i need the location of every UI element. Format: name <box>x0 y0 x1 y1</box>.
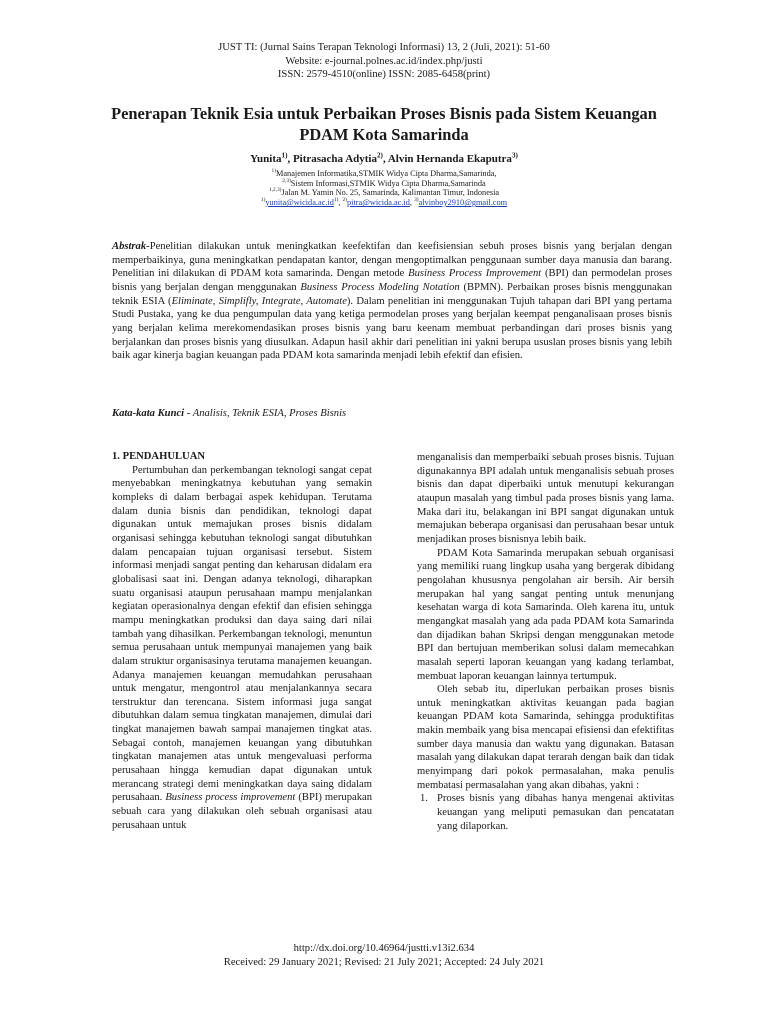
body-column-left <box>112 450 372 832</box>
author-list: Yunita$^{1)}$, Pitrasacha Adytia$^{2)}$, Alvin Hernanda Ekaputra$^{3)}$ <box>250 151 518 165</box>
author-name: Pitrasacha Adytia <box>292 153 377 165</box>
email-link[interactable]: alvinboy2910@gmail.com <box>418 198 508 208</box>
paper-title: Penerapan Teknik Esia untuk Perbaikan Proses Bisnis pada Sistem Keuangan PDAM Kota Samarinda <box>111 104 657 144</box>
scope-list <box>417 792 674 833</box>
abstract: Abstrak-Penelitian dilakukan untuk meningkatkan keefektifan dan keefisiensian sebuh proses bisnis yang berjalan dengan memperbaikinya, guna meningkatkan pendapatan kantor, dengan mengoptimalkan penggunaan sumber daya manusia dan barang. Penelitian ini dilakukan di PDAM kota samarinda. Dengan metode Business Process Improvement (BPI) dan permodelan proses bisnis yang berjalan dengan menggunakan Business Process Modeling Notation (BPMN). Perbaikan proses bisnis menggunakan teknik ESIA (Eliminate, Simplifly, Integrate, Automate). Dalam penelitian ini menggunakan Tujuh tahapan dari BPI yang pertama Studi Pustaka, yang ke dua pengumpulan data yang ketiga permodelan proses yang berjalan keempat penganalisaan proses bisnis yang berjalan kelima merekomendasikan proses bisnis yang baru keenam membuat perbandingan dari proses bisnis yang berjalankan dan proses bisnis yang diusulkan. Adapun hasil akhir dari penelitian ini yakni berupa ususlan proses bisnis yang lebih baik agar kinerja bagian keuangan pada PDAM kota samarinda menjadi lebih efektif dan efisien. <box>112 241 672 362</box>
journal-website: Website: e-journal.polnes.ac.id/index.php/justi <box>285 55 483 67</box>
doi-link[interactable]: http://dx.doi.org/10.46964/justti.v13i2.634 <box>293 943 475 954</box>
author-sup: 1) <box>281 151 288 160</box>
email-line: $^{1)}yunita@wicida.ac.id^{1)}$, $^{2)}$pitra@wicida.ac.id, $^{3)}$alvinboy2910@gmail.com <box>260 197 508 208</box>
keywords-label: Kata-kata Kunci <box>112 408 185 419</box>
affiliation-line: $^{1,2,3)}$Jalan M. Yamin No. 25, Samarinda, Kalimantan Timur, Indonesia <box>268 187 500 198</box>
affiliation-line: $^{2,3)}$Sistem Informasi,STMIK Widya Cipta Dharma,Samarinda <box>282 177 486 188</box>
body-paragraph: Oleh sebab itu, diperlukan perbaikan proses bisnis untuk meningkatkan aktivitas keuangan pada bagian keuangan PDAM kota Samarinda, sehingga produktifitas makin membaik yang bisa mencapai efisiensi dan efektifitas sumber daya manusia dan waktu yang digunakan. Batasan masalah yang dilakukan dapat terarah dengan baik dan tidak menyimpang dari pokok permasalahan, maka penulis membatasi permasalahan yang akan dibahas, yakni : <box>417 684 674 791</box>
page-footer <box>0 942 768 969</box>
affiliation-line: $^{1)}$Manajemen Informatika,STMIK Widya Cipta Dharma,Samarinda, <box>271 168 497 178</box>
author-name: Alvin Hernanda Ekaputra <box>387 153 512 165</box>
received-dates: Received: 29 January 2021; Revised: 21 July 2021; Accepted: 24 July 2021 <box>223 956 545 968</box>
journal-citation: JUST TI: (Jurnal Sains Terapan Teknologi Informasi) 13, 2 (Juli, 2021): 51-60 <box>218 42 550 53</box>
abstract-label: Abstrak- <box>112 241 150 252</box>
author-sup: 3) <box>511 151 518 160</box>
list-item: 1. Proses bisnis yang dibahas hanya mengenai aktivitas keuangan yang meliputi pemasukan dan pencatatan yang dilaporkan. <box>420 793 674 832</box>
affiliations <box>0 169 768 208</box>
body-column-right <box>417 451 674 833</box>
body-paragraph: PDAM Kota Samarinda merupakan sebuah organisasi yang memiliki ruang lingkup usaha yang bergerak dibidang pengolahan khususnya pengolahan air bersih. Air bersih merupakan hal yang sangat penting untuk menunjang kesehatan warga di kota Samarinda. Oleh karena itu, untuk mengangkat masalah yang ada pada PDAM kota Samarinda dan dijadikan bahan Skripsi dengan menggunakan metode BPI dan bertujuan memberikan solusi dalam memecahkan masalah seperti laporan keuangan yang kadang terlambat, membuat laporan keuangan lainnya tertumpuk. <box>417 547 674 682</box>
author-sup: 2) <box>376 151 383 160</box>
journal-header <box>0 41 768 82</box>
section-heading: 1. PENDAHULUAN <box>112 451 205 462</box>
email-link[interactable]: pitra@wicida.ac.id <box>346 198 410 208</box>
author-name: Yunita <box>250 153 282 165</box>
journal-issn: ISSN: 2579-4510(online) ISSN: 2085-6458(print) <box>277 69 491 81</box>
email-link[interactable]: yunita@wicida.ac.id <box>265 198 334 208</box>
body-paragraph: menganalisis dan memperbaiki sebuah proses bisnis. Tujuan digunakannya BPI adalah untuk menganalisis sebuah proses bisnis dan dapat diperbaiki untuk menutupi kekurangan ataupun masalah yang timbul pada proses bisnis yang lama. Maka dari itu, belakangan ini BPI sangat digunakan untuk memajukan beberapa organisasi dan perusahaan besar untuk menjadikan proses bisnisnya lebih baik. <box>417 452 674 545</box>
keywords: Kata-kata Kunci - Analisis, Teknik ESIA, Proses Bisnis <box>112 408 347 419</box>
body-paragraph: Pertumbuhan dan perkembangan teknologi sangat cepat menyebabkan meningkatnya kebutuhan yang semakin kompleks di dalam berbagai aspek kehidupan. Terutama dalam dunia bisnis dan pendidikan, teknologi dapat digunakan untuk memajukan proses bisnis didalam organisasi sehingga kebutuhan teknologi sangat dibutuhkan dalam pencapaian tujuan organisasi tersebut. Sistem informasi menjadi sangat penting dan keharusan didalam era globalisasi saat ini. Dengan adanya teknologi, diharapkan suatu organisasi ataupun perusahaan mampu menjalankan kegiatan operasionalnya dengan efektif dan efisien sehingga mampu meningkatkan produksi dan daya saing dari nilai tambah yang dihasilkan. Perkembangan teknologi, menuntun semua perusahaan untuk mempunyai manajemen yang baik dalam struktur organisasinya terutama manajemen keuangan. Adanya manajemen keuangan memudahkan perusahaan untuk mengatur, mengontrol atau menjalankannya secara terstruktur dan terencana. Sistem informasi juga sangat dibutuhkan dalam semua tingkatan manajemen, dimulai dari tingkat manajemen bawah sampai manajemen tingkat atas. Sebagai contoh, manajemen keuangan yang dibutuhkan tingkatan manajemen atas untuk mengevaluasi performa perusahaan hingga kemudian dapat digunakan untuk merancang strategi demi meningkatkan daya saing didalam perusahaan. Business process improvement (BPI) merupakan sebuah cara yang dilakukan oleh sebuah organisasi atau perusahaan untuk <box>112 464 372 831</box>
